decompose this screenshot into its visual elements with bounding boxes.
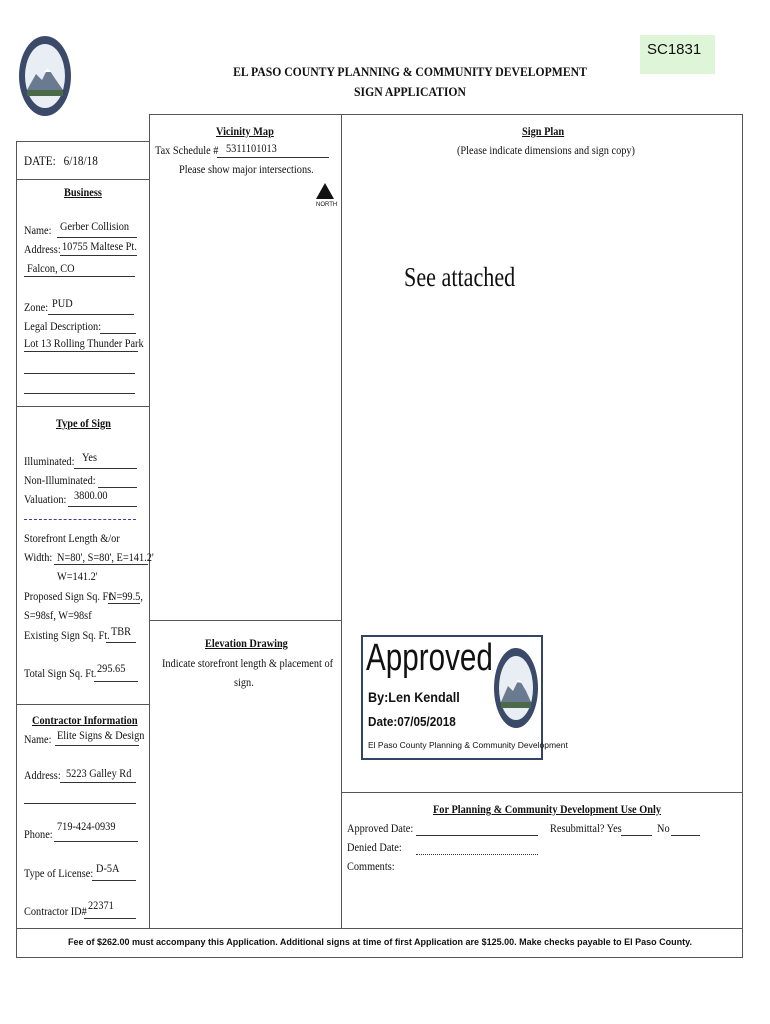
form-id: SC1831	[647, 41, 702, 58]
no-label: No	[657, 821, 670, 835]
stamp-status: Approved	[366, 637, 493, 679]
county-seal-logo	[18, 34, 72, 118]
contractor-id-field[interactable]: 22371	[88, 898, 114, 912]
contractor-name-label: Name:	[24, 732, 52, 746]
business-name-field[interactable]: Gerber Collision	[60, 219, 130, 233]
business-address-line2[interactable]: Falcon, CO	[27, 261, 75, 275]
legal-description-field[interactable]: Lot 13 Rolling Thunder Park	[24, 336, 144, 350]
valuation-label: Valuation:	[24, 492, 67, 506]
non-illuminated-label: Non-Illuminated:	[24, 473, 96, 487]
resubmittal-label: Resubmittal? Yes	[550, 821, 622, 835]
stamp-seal-icon	[493, 647, 539, 733]
business-heading: Business	[64, 185, 102, 199]
stamp-department: El Paso County Planning & Community Development	[368, 740, 568, 750]
date-label: DATE:	[24, 153, 56, 168]
legal-description-label: Legal Description:	[24, 319, 102, 333]
tax-schedule-label: Tax Schedule #	[155, 143, 219, 157]
license-label: Type of License:	[24, 866, 94, 880]
storefront-label: Storefront Length &/or	[24, 531, 120, 545]
fee-notice: Fee of $262.00 must accompany this Application. Additional signs at time of first Application are $125.00. Make checks payable to El Paso County.	[67, 937, 692, 947]
existing-sign-label: Existing Sign Sq. Ft.	[24, 628, 110, 642]
address-label: Address:	[24, 242, 61, 256]
denied-date-label: Denied Date:	[347, 840, 402, 854]
phone-label: Phone:	[24, 827, 53, 841]
illuminated-field[interactable]: Yes	[82, 450, 98, 464]
sign-plan-heading: Sign Plan	[522, 124, 565, 138]
proposed-sign-field[interactable]: N=99.5,	[109, 589, 143, 603]
illuminated-label: Illuminated:	[24, 454, 75, 468]
phone-field[interactable]: 719-424-0939	[57, 819, 116, 833]
contractor-id-label: Contractor ID#	[24, 904, 87, 918]
office-use-heading: For Planning & Community Development Use Only	[433, 802, 662, 816]
vicinity-note: Please show major intersections.	[179, 162, 314, 176]
contractor-heading: Contractor Information	[32, 713, 138, 727]
north-arrow-icon	[316, 183, 338, 211]
zone-label: Zone:	[24, 300, 49, 314]
total-sign-label: Total Sign Sq. Ft.	[24, 666, 97, 680]
business-address-field[interactable]: 10755 Maltese Pt.	[62, 239, 137, 253]
date-value[interactable]: 6/18/18	[63, 153, 98, 168]
stamp-by: By:Len Kendall	[368, 689, 460, 705]
total-sign-field[interactable]: 295.65	[97, 661, 126, 675]
north-label: NORTH	[316, 202, 338, 208]
type-of-sign-heading: Type of Sign	[56, 416, 111, 430]
vicinity-map-area[interactable]	[151, 215, 340, 615]
stamp-date: Date:07/05/2018	[368, 714, 456, 729]
zone-field[interactable]: PUD	[52, 296, 73, 310]
sign-plan-note: (Please indicate dimensions and sign copy)	[457, 143, 635, 157]
name-label: Name:	[24, 223, 52, 237]
width-label: Width:	[24, 550, 53, 564]
form-title: EL PASO COUNTY PLANNING & COMMUNITY DEVELOPMENT	[233, 64, 587, 79]
comments-label: Comments:	[347, 859, 395, 873]
elevation-note: Indicate storefront length & placement of	[162, 656, 334, 670]
vicinity-map-heading: Vicinity Map	[216, 124, 274, 138]
form-subtitle: SIGN APPLICATION	[354, 84, 466, 99]
proposed-sign-field-line2[interactable]: S=98sf, W=98sf	[24, 608, 92, 622]
sign-plan-content[interactable]: See attached	[404, 262, 516, 292]
existing-sign-field[interactable]: TBR	[111, 624, 132, 638]
contractor-name-field[interactable]: Elite Signs & Design	[57, 728, 145, 742]
elevation-note-2: sign.	[234, 675, 254, 689]
contractor-address-field[interactable]: 5223 Galley Rd	[66, 766, 132, 780]
approved-stamp	[361, 635, 568, 760]
license-field[interactable]: D-5A	[96, 861, 120, 875]
contractor-address-label: Address:	[24, 768, 61, 782]
elevation-heading: Elevation Drawing	[205, 636, 288, 650]
proposed-sign-label: Proposed Sign Sq. Ft.	[24, 589, 114, 603]
dashed-divider	[24, 519, 136, 520]
width-field-line2[interactable]: W=141.2'	[57, 569, 98, 583]
valuation-field[interactable]: 3800.00	[74, 488, 108, 502]
width-field[interactable]: N=80', S=80', E=141.2'	[57, 550, 154, 564]
tax-schedule-field[interactable]: 5311101013	[226, 141, 277, 155]
approved-date-label: Approved Date:	[347, 821, 414, 835]
